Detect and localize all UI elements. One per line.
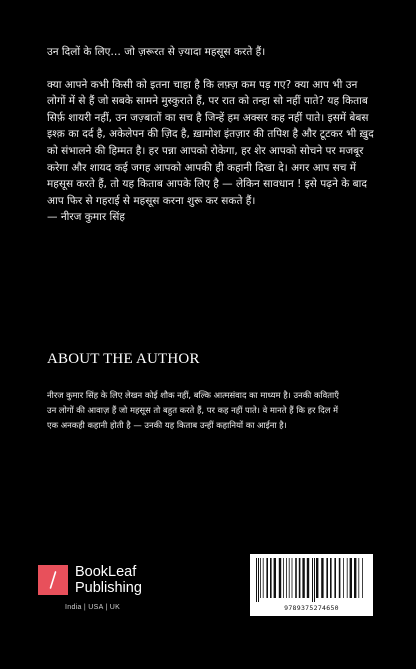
publisher-name-line2: Publishing: [75, 580, 142, 596]
about-author-heading: ABOUT THE AUTHOR: [47, 351, 200, 367]
isbn-barcode: [250, 554, 373, 616]
barcode-bar: [302, 558, 304, 598]
barcode-bar: [256, 558, 257, 602]
blurb-signature: — नीरज कुमार सिंह: [47, 211, 125, 224]
publisher-name-line1: BookLeaf: [75, 564, 137, 580]
barcode-bar: [312, 558, 313, 602]
isbn-number: 9789375274650: [284, 604, 339, 612]
barcode-bar: [339, 558, 341, 598]
barcode-bar: [330, 558, 332, 598]
barcode-bar: [270, 558, 272, 598]
barcode-bar: [314, 558, 315, 602]
publisher-name: [75, 564, 142, 596]
barcode-bar: [279, 558, 281, 598]
barcode-bar: [260, 558, 261, 598]
barcode-bar: [326, 558, 328, 598]
barcode-bar: [283, 558, 284, 598]
publisher-logo: [38, 565, 198, 621]
barcode-bar: [286, 558, 287, 598]
barcode-bar: [343, 558, 344, 598]
barcode-bar: [307, 558, 309, 598]
barcode-bar: [321, 558, 323, 598]
back-cover-blurb: [47, 44, 377, 226]
barcode-bar: [350, 558, 352, 598]
barcode-bar: [358, 558, 359, 598]
barcode-bars: [255, 558, 368, 602]
barcode-bar: [299, 558, 301, 598]
barcode-bar: [362, 558, 363, 598]
barcode-bar: [258, 558, 259, 602]
slash-logo-icon: [38, 565, 68, 595]
barcode-bar: [347, 558, 348, 598]
barcode-bar: [263, 558, 264, 598]
publisher-regions: India | USA | UK: [65, 604, 121, 611]
about-author-text: नीरज कुमार सिंह के लिए लेखन कोई शौक नहीं, बल्कि आत्मसंवाद का माध्यम है। उनकी कविताएँ उन लोगों की आवाज़ हैं जो महसूस तो बहुत करते हैं, पर कह नहीं पाते। वे मानते हैं कि हर दिल में एक अनकही कहानी होती है — उनकी यह किताब उन्हीं कहानियों का आईना है।: [47, 390, 339, 430]
barcode-bar: [266, 558, 268, 598]
barcode-bar: [295, 558, 297, 598]
barcode-bar: [292, 558, 293, 598]
barcode-bar: [274, 558, 276, 598]
blurb-intro: उन दिलों के लिए… जो ज़रूरत से ज़्यादा महसूस करते हैं।: [47, 46, 266, 58]
barcode-bar: [316, 558, 318, 598]
barcode-bar: [334, 558, 336, 598]
barcode-bar: [289, 558, 290, 598]
blurb-body: क्या आपने कभी किसी को इतना चाहा है कि लफ़्ज़ कम पड़ गए? क्या आप भी उन लोगों में से हैं जो सबके सामने मुस्कुराते हैं, पर रात को तन्हा सो नहीं पाते? यह किताब सिर्फ़ शायरी नहीं, उन जज़्बातों का सच है जिन्हें हम अक्सर कह नहीं पाते। इसमें बेबस इश्क़ का दर्द है, अकेलेपन की ज़िद है, ख़ामोश इंतज़ार की तपिश है और टूटकर भी ख़ुद को संभालने की हिम्मत है। हर पन्ना आपको रोकेगा, हर शेर आपको सोचने पर मजबूर करेगा और शायद कई जगह आपको आपकी ही कहानी दिखा दे। अगर आप सच में महसूस करते हैं, तो यह किताब आपके लिए है — लेकिन सावधान ! इसे पढ़ने के बाद आप फिर से गहराई से महसूस करना शुरू कर सकते हैं।: [47, 78, 374, 207]
barcode-bar: [354, 558, 356, 598]
